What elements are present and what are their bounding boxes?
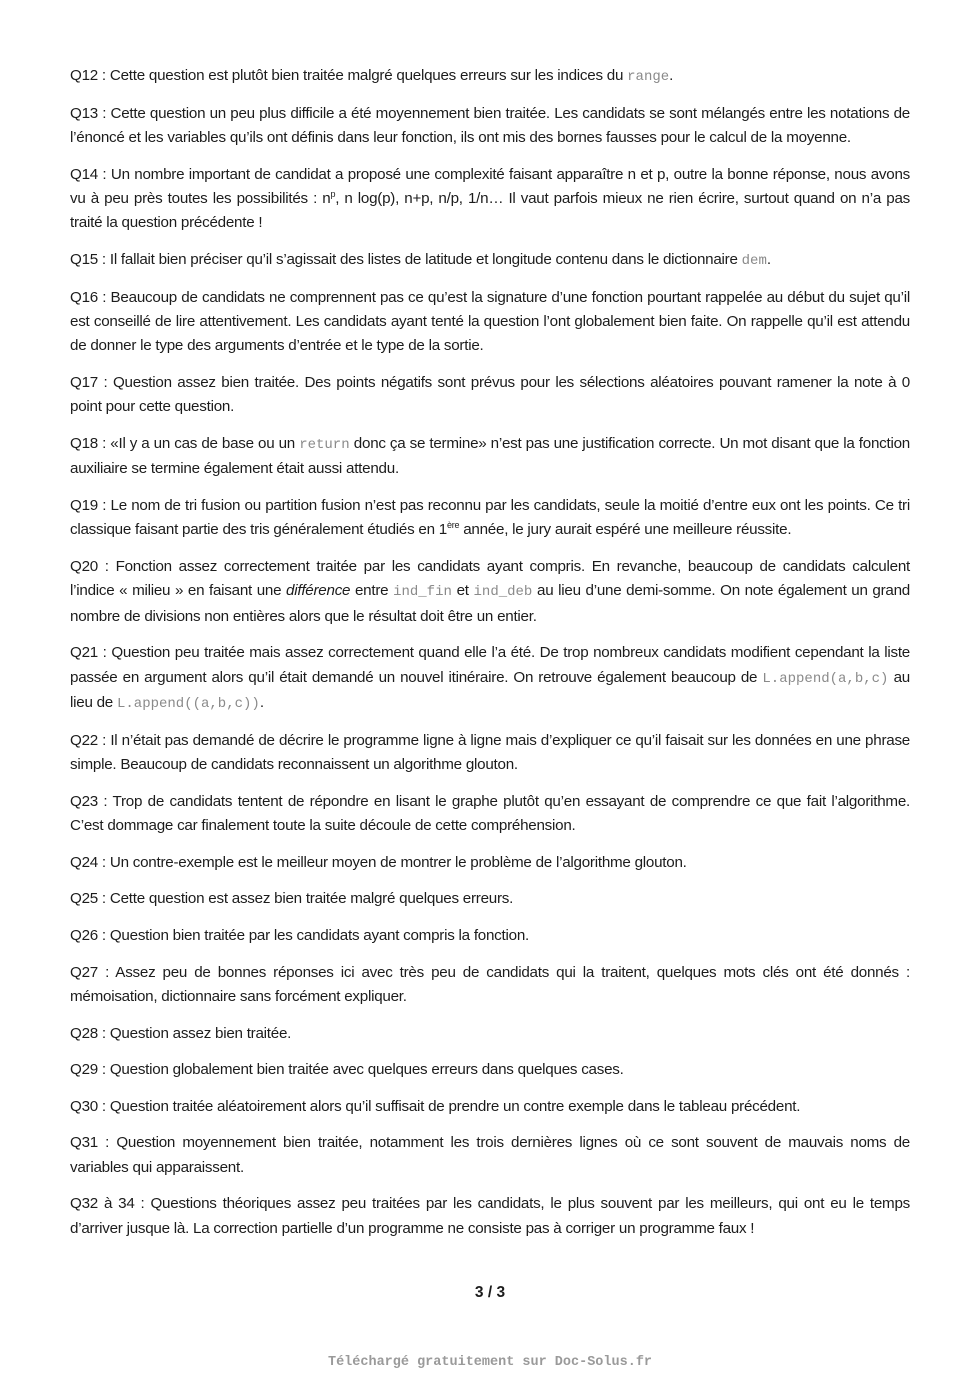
paragraph-q29	[70, 1058, 910, 1082]
paragraph-q32-34	[70, 1192, 910, 1241]
paragraph-text: au lieu d’une demi-somme. On note également un grand nombre de divisions non entières alors que le résultat doit être un entier.	[70, 582, 911, 625]
paragraph-text: Q17 : Question assez bien traitée. Des points négatifs sont prévus pour les sélections aléatoires pouvant ramener la note à 0 point pour cette question.	[70, 374, 910, 416]
paragraph-q27	[70, 961, 910, 1010]
paragraph-q13	[70, 102, 910, 151]
paragraph-text: année, le jury aurait espéré une meilleure réussite.	[459, 521, 792, 539]
paragraph-text: Q15 : Il fallait bien préciser qu’il s’agissait des listes de latitude et longitude contenu dans le dictionnaire	[70, 251, 742, 268]
paragraph-text: Q26 : Question bien traitée par les candidats ayant compris la fonction.	[70, 927, 529, 944]
inline-code: range	[627, 69, 670, 85]
paragraph-q26	[70, 924, 910, 948]
paragraph-text: Q19 : Le nom de tri fusion ou partition fusion n’est pas reconnu par les candidats, seule la moitié d’entre eux ont les points. Ce tri classique faisant partie des tris généralement étudiés en 1	[70, 497, 910, 539]
inline-code: L.append((a,b,c))	[116, 696, 260, 713]
paragraph-q16	[70, 286, 910, 359]
paragraph-text: Q32 à 34 : Questions théoriques assez peu traitées par les candidats, le plus souvent par les meilleurs, qui ont eu le temps d’arriver jusque là. La correction partielle d’un programme ne consiste pas à corriger un programme faux !	[70, 1195, 910, 1237]
paragraph-text: , n log(p), n+p, n/p, 1/n… Il vaut parfois mieux ne rien écrire, surtout quand on n’a pas traité la question précédente !	[70, 190, 910, 232]
paragraph-q25	[70, 887, 910, 911]
paragraph-text: .	[259, 694, 264, 712]
paragraph-text: entre	[350, 582, 394, 600]
inline-code: L.append(a,b,c)	[762, 670, 889, 687]
paragraph-text: Q16 : Beaucoup de candidats ne comprennent pas ce qu’est la signature d’une fonction pourtant rappelée au début du sujet qu’il est conseillé de lire attentivement. Les candidats ayant tenté la question l’ont globalement bien faite. On rappelle qu’il est attendu de donner le type des arguments d’entrée et le type de la sortie.	[70, 288, 910, 355]
paragraph-text: Q29 : Question globalement bien traitée avec quelques erreurs dans quelques cases.	[70, 1061, 624, 1079]
paragraph-text: Q13 : Cette question un peu plus difficile a été moyennement bien traitée. Les candidats se sont mélangés entre les notations de l’énoncé et les variables qu’ils ont définis dans leur fonction, ils ont mis des bornes fausses pour le calcul de la moyenne.	[70, 104, 910, 146]
paragraph-text: .	[766, 251, 771, 268]
paragraph-text: Q20 : Fonction assez correctement traitée par les candidats ayant compris. En revanche, beaucoup de candidats calculent l’indice « milieu » en faisant une	[70, 558, 910, 600]
paragraph-q30	[70, 1095, 910, 1119]
paragraph-q28	[70, 1022, 910, 1046]
paragraph-text: donc ça se termine» n’est pas une justification correcte. Un mot disant que la fonction auxiliaire se termine également était aussi attendu.	[70, 435, 910, 478]
paragraph-text: Q31 : Question moyennement bien traitée, notamment les trois dernières lignes où ce sont souvent de mauvais noms de variables qui apparaissent.	[70, 1134, 910, 1176]
paragraph-text: au lieu de	[70, 668, 910, 712]
paragraph-text: Q25 : Cette question est assez bien traitée malgré quelques erreurs.	[70, 890, 514, 908]
document-body	[70, 64, 910, 1253]
inline-code: dem	[741, 253, 767, 269]
paragraph-text: Q30 : Question traitée aléatoirement alors qu’il suffisait de prendre un contre exemple dans le tableau précédent.	[70, 1097, 801, 1115]
paragraph-q12	[70, 64, 910, 89]
paragraph-text: Q21 : Question peu traitée mais assez correctement quand elle l’a été. De trop nombreux candidats modifient cependant la liste passée en argument alors qu’il était demandé un nouvel itinéraire. On retrouve également beaucoup de	[70, 644, 910, 686]
paragraph-q23	[70, 790, 910, 839]
paragraph-text: Q28 : Question assez bien traitée.	[70, 1024, 292, 1042]
paragraph-q22	[70, 729, 910, 778]
paragraph-q14	[70, 163, 910, 236]
inline-code: return	[299, 437, 350, 453]
paragraph-q17	[70, 371, 910, 420]
paragraph-text: et	[451, 582, 474, 600]
paragraph-text: Q12 : Cette question est plutôt bien traitée malgré quelques erreurs sur les indices du	[70, 67, 628, 84]
paragraph-text: .	[669, 67, 674, 84]
paragraph-q15	[70, 248, 910, 273]
paragraph-q19	[70, 494, 910, 543]
superscript: ère	[446, 520, 460, 531]
paragraph-text: Q22 : Il n’était pas demandé de décrire le programme ligne à ligne mais d’expliquer ce qu’il faisait sur les données en une phrase simple. Beaucoup de candidats reconnaissent un algorithme glouton.	[70, 731, 910, 774]
paragraph-q31	[70, 1131, 910, 1180]
paragraph-q21	[70, 641, 910, 716]
emphasis-text: différence	[286, 582, 351, 600]
paragraph-text: Q14 : Un nombre important de candidat a proposé une complexité faisant apparaître n et p, outre la bonne réponse, nous avons vu à peu près toutes les possibilités : n	[70, 165, 910, 207]
superscript: p	[330, 188, 336, 199]
paragraph-text: Q27 : Assez peu de bonnes réponses ici avec très peu de candidats qui la traitent, quelques mots clés ont été donnés : mémoisation, dictionnaire sans forcément expliquer.	[70, 963, 910, 1005]
paragraph-text: Q23 : Trop de candidats tentent de répondre en lisant le graphe plutôt qu’en essayant de comprendre ce que fait l’algorithme. C’est dommage car finalement toute la suite découle de cette compréhension.	[70, 792, 910, 835]
paragraph-text: Q18 : «Il y a un cas de base ou un	[70, 435, 300, 452]
inline-code: ind_fin	[393, 584, 452, 601]
paragraph-q18	[70, 432, 910, 482]
paragraph-q24	[70, 851, 910, 875]
page-number: 3 / 3	[474, 1284, 506, 1301]
paragraph-text: Q24 : Un contre-exemple est le meilleur moyen de montrer le problème de l’algorithme glouton.	[70, 853, 687, 871]
download-footer: Téléchargé gratuitement sur Doc-Solus.fr	[327, 1355, 653, 1370]
paragraph-q20	[70, 555, 910, 629]
inline-code: ind_deb	[473, 584, 533, 601]
